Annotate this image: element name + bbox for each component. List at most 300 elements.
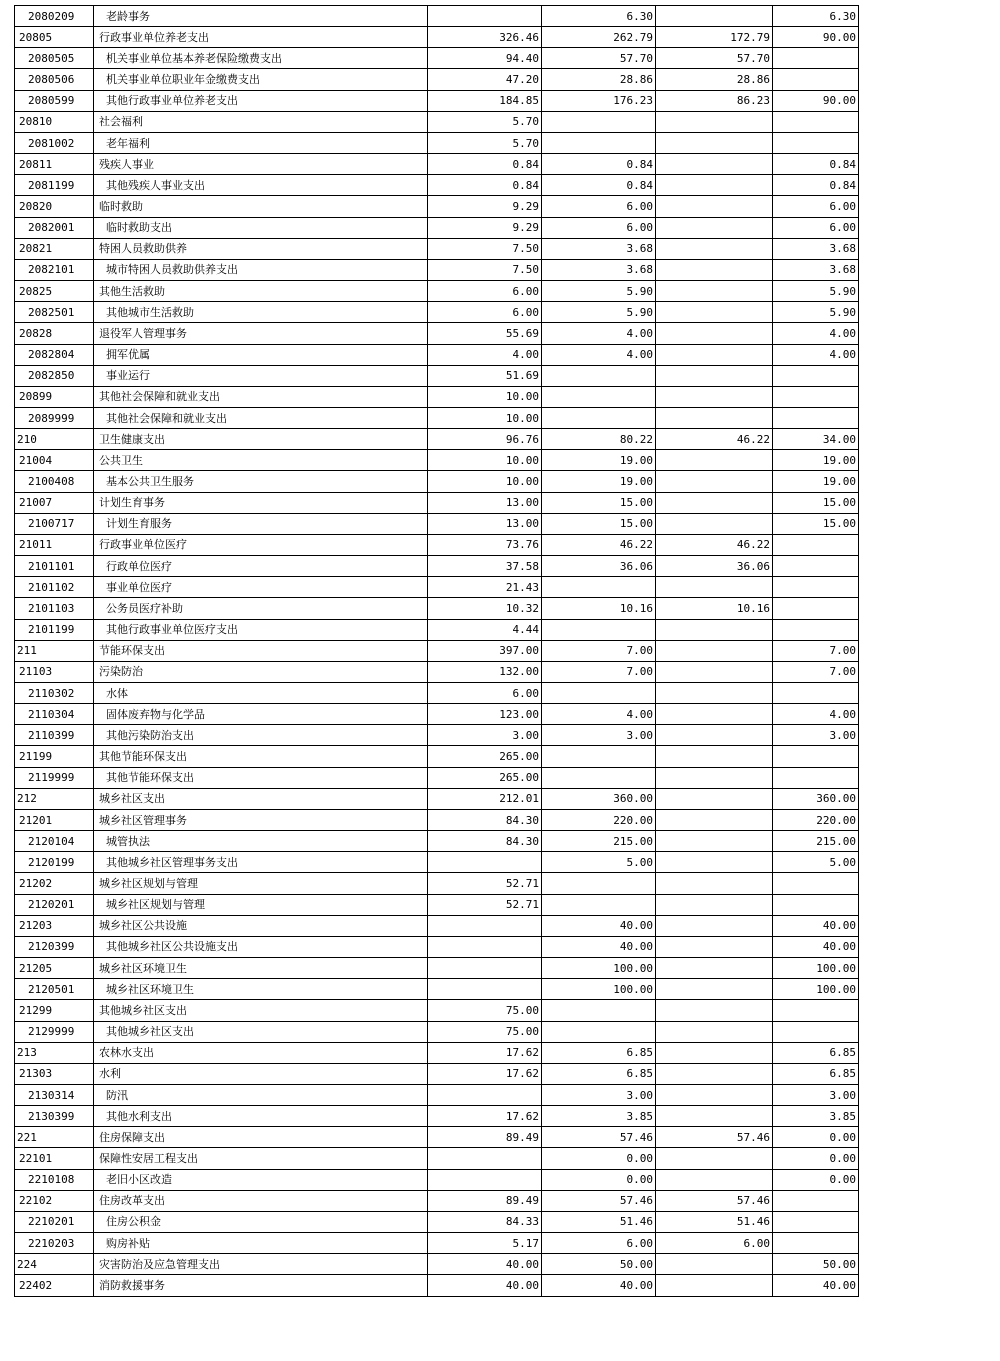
subject-code-cell: 2100717 [15,513,94,534]
table-row [15,894,859,915]
subject-name-cell: 防汛 [94,1084,428,1105]
amount-cell-4: 6.30 [773,6,859,27]
amount-cell-2: 40.00 [542,1275,656,1296]
subject-name-cell: 其他水利支出 [94,1106,428,1127]
amount-cell-1 [428,979,542,1000]
subject-name-cell: 城乡社区支出 [94,788,428,809]
amount-cell-1: 7.50 [428,238,542,259]
subject-name-cell: 公共卫生 [94,450,428,471]
amount-cell-2: 80.22 [542,429,656,450]
amount-cell-1: 132.00 [428,661,542,682]
amount-cell-4 [773,69,859,90]
amount-cell-4 [773,683,859,704]
subject-name-cell: 其他城乡社区公共设施支出 [94,936,428,957]
amount-cell-2 [542,577,656,598]
subject-name-cell: 机关事业单位基本养老保险缴费支出 [94,48,428,69]
subject-name-cell: 水体 [94,683,428,704]
subject-name-cell: 农林水支出 [94,1042,428,1063]
amount-cell-2: 5.90 [542,302,656,323]
amount-cell-1 [428,852,542,873]
amount-cell-2: 51.46 [542,1211,656,1232]
amount-cell-1: 21.43 [428,577,542,598]
amount-cell-2: 215.00 [542,831,656,852]
table-row [15,154,859,175]
amount-cell-1: 89.49 [428,1190,542,1211]
subject-code-cell: 2210201 [15,1211,94,1232]
amount-cell-1: 10.00 [428,407,542,428]
amount-cell-2: 10.16 [542,598,656,619]
table-row [15,1148,859,1169]
amount-cell-3 [656,196,773,217]
amount-cell-1: 13.00 [428,492,542,513]
amount-cell-3 [656,450,773,471]
amount-cell-1: 37.58 [428,556,542,577]
subject-code-cell: 2120501 [15,979,94,1000]
amount-cell-3 [656,1042,773,1063]
amount-cell-1 [428,6,542,27]
amount-cell-2: 176.23 [542,90,656,111]
subject-code-cell: 2101103 [15,598,94,619]
amount-cell-3 [656,1084,773,1105]
table-row [15,302,859,323]
table-row [15,1211,859,1232]
amount-cell-3 [656,577,773,598]
amount-cell-1: 13.00 [428,513,542,534]
subject-name-cell: 其他节能环保支出 [94,746,428,767]
subject-name-cell: 保障性安居工程支出 [94,1148,428,1169]
amount-cell-4 [773,619,859,640]
table-row [15,936,859,957]
amount-cell-4: 90.00 [773,90,859,111]
amount-cell-1: 84.33 [428,1211,542,1232]
amount-cell-1: 52.71 [428,873,542,894]
amount-cell-3 [656,281,773,302]
amount-cell-2 [542,683,656,704]
amount-cell-3 [656,302,773,323]
table-row [15,259,859,280]
amount-cell-4: 6.85 [773,1063,859,1084]
subject-code-cell: 21205 [15,958,94,979]
amount-cell-3 [656,915,773,936]
amount-cell-4: 50.00 [773,1254,859,1275]
amount-cell-1: 40.00 [428,1275,542,1296]
table-row [15,1021,859,1042]
table-row [15,27,859,48]
amount-cell-4: 100.00 [773,958,859,979]
amount-cell-1 [428,1148,542,1169]
subject-code-cell: 221 [15,1127,94,1148]
amount-cell-2: 15.00 [542,492,656,513]
amount-cell-4: 3.00 [773,725,859,746]
subject-name-cell: 其他污染防治支出 [94,725,428,746]
amount-cell-2 [542,407,656,428]
amount-cell-4 [773,365,859,386]
amount-cell-1 [428,915,542,936]
amount-cell-3: 46.22 [656,534,773,555]
subject-name-cell: 机关事业单位职业年金缴费支出 [94,69,428,90]
amount-cell-3 [656,132,773,153]
amount-cell-3 [656,979,773,1000]
amount-cell-3 [656,1021,773,1042]
amount-cell-2: 3.85 [542,1106,656,1127]
subject-name-cell: 其他社会保障和就业支出 [94,407,428,428]
amount-cell-1: 40.00 [428,1254,542,1275]
amount-cell-1: 3.00 [428,725,542,746]
amount-cell-1: 10.00 [428,450,542,471]
table-row [15,979,859,1000]
amount-cell-1: 212.01 [428,788,542,809]
table-row [15,1275,859,1296]
amount-cell-3 [656,788,773,809]
amount-cell-1: 75.00 [428,1021,542,1042]
subject-code-cell: 2089999 [15,407,94,428]
subject-name-cell: 其他残疾人事业支出 [94,175,428,196]
amount-cell-3 [656,1148,773,1169]
amount-cell-2: 50.00 [542,1254,656,1275]
amount-cell-2 [542,873,656,894]
amount-cell-2 [542,767,656,788]
subject-code-cell: 21011 [15,534,94,555]
amount-cell-2 [542,619,656,640]
amount-cell-3: 51.46 [656,1211,773,1232]
amount-cell-3 [656,386,773,407]
subject-code-cell: 212 [15,788,94,809]
table-row [15,69,859,90]
amount-cell-4: 220.00 [773,809,859,830]
subject-name-cell: 消防救援事务 [94,1275,428,1296]
subject-code-cell: 22102 [15,1190,94,1211]
amount-cell-2: 57.46 [542,1127,656,1148]
amount-cell-4: 19.00 [773,450,859,471]
amount-cell-2: 19.00 [542,450,656,471]
amount-cell-4: 3.68 [773,259,859,280]
amount-cell-4 [773,1000,859,1021]
subject-code-cell: 2129999 [15,1021,94,1042]
subject-code-cell: 20828 [15,323,94,344]
subject-code-cell: 2082804 [15,344,94,365]
amount-cell-3 [656,1063,773,1084]
subject-code-cell: 21203 [15,915,94,936]
amount-cell-1: 10.00 [428,471,542,492]
table-row [15,111,859,132]
subject-name-cell: 其他行政事业单位医疗支出 [94,619,428,640]
amount-cell-3 [656,407,773,428]
amount-cell-4 [773,873,859,894]
subject-name-cell: 灾害防治及应急管理支出 [94,1254,428,1275]
amount-cell-1: 84.30 [428,831,542,852]
subject-code-cell: 2082501 [15,302,94,323]
amount-cell-4 [773,386,859,407]
subject-code-cell: 2101199 [15,619,94,640]
subject-name-cell: 老龄事务 [94,6,428,27]
table-row [15,1233,859,1254]
amount-cell-2: 15.00 [542,513,656,534]
amount-cell-3 [656,175,773,196]
amount-cell-3 [656,852,773,873]
amount-cell-2: 0.00 [542,1148,656,1169]
table-row [15,217,859,238]
subject-name-cell: 其他社会保障和就业支出 [94,386,428,407]
table-row [15,577,859,598]
amount-cell-2: 6.30 [542,6,656,27]
amount-cell-3: 172.79 [656,27,773,48]
subject-name-cell: 老旧小区改造 [94,1169,428,1190]
subject-name-cell: 城乡社区公共设施 [94,915,428,936]
subject-name-cell: 节能环保支出 [94,640,428,661]
amount-cell-1: 9.29 [428,217,542,238]
amount-cell-1: 5.70 [428,111,542,132]
amount-cell-2 [542,1000,656,1021]
amount-cell-2: 40.00 [542,936,656,957]
amount-cell-4: 5.90 [773,281,859,302]
subject-code-cell: 21202 [15,873,94,894]
subject-code-cell: 21103 [15,661,94,682]
table-row [15,704,859,725]
subject-code-cell: 21007 [15,492,94,513]
subject-name-cell: 行政单位医疗 [94,556,428,577]
amount-cell-1: 17.62 [428,1106,542,1127]
amount-cell-1 [428,1169,542,1190]
amount-cell-3 [656,154,773,175]
amount-cell-4: 3.00 [773,1084,859,1105]
table-row [15,1063,859,1084]
subject-code-cell: 2082101 [15,259,94,280]
subject-code-cell: 2110304 [15,704,94,725]
subject-name-cell: 城管执法 [94,831,428,852]
amount-cell-4: 3.85 [773,1106,859,1127]
amount-cell-3 [656,873,773,894]
subject-name-cell: 残疾人事业 [94,154,428,175]
amount-cell-2 [542,111,656,132]
amount-cell-3 [656,259,773,280]
subject-name-cell: 社会福利 [94,111,428,132]
table-row [15,598,859,619]
subject-name-cell: 城乡社区环境卫生 [94,958,428,979]
amount-cell-1: 326.46 [428,27,542,48]
subject-name-cell: 临时救助支出 [94,217,428,238]
table-row [15,619,859,640]
amount-cell-1: 9.29 [428,196,542,217]
amount-cell-1: 5.70 [428,132,542,153]
table-row [15,344,859,365]
amount-cell-4: 5.00 [773,852,859,873]
amount-cell-2: 3.68 [542,238,656,259]
amount-cell-2: 3.68 [542,259,656,280]
table-row [15,492,859,513]
amount-cell-2: 0.00 [542,1169,656,1190]
amount-cell-3 [656,809,773,830]
subject-name-cell: 老年福利 [94,132,428,153]
table-row [15,788,859,809]
subject-code-cell: 21299 [15,1000,94,1021]
amount-cell-3 [656,1169,773,1190]
amount-cell-4 [773,132,859,153]
amount-cell-1: 397.00 [428,640,542,661]
table-row [15,407,859,428]
amount-cell-1: 10.00 [428,386,542,407]
amount-cell-4: 3.68 [773,238,859,259]
amount-cell-1: 0.84 [428,175,542,196]
subject-name-cell: 事业运行 [94,365,428,386]
table-row [15,725,859,746]
subject-code-cell: 20821 [15,238,94,259]
table-row [15,661,859,682]
budget-expenditure-table [14,5,859,1297]
amount-cell-3 [656,619,773,640]
subject-code-cell: 20899 [15,386,94,407]
amount-cell-4: 40.00 [773,915,859,936]
subject-name-cell: 计划生育事务 [94,492,428,513]
amount-cell-3 [656,725,773,746]
subject-name-cell: 城乡社区规划与管理 [94,894,428,915]
amount-cell-3 [656,958,773,979]
table-row [15,1084,859,1105]
amount-cell-3: 86.23 [656,90,773,111]
subject-code-cell: 2130399 [15,1106,94,1127]
subject-code-cell: 2082001 [15,217,94,238]
amount-cell-3: 28.86 [656,69,773,90]
amount-cell-4: 4.00 [773,344,859,365]
table-row [15,767,859,788]
table-row [15,90,859,111]
amount-cell-1: 10.32 [428,598,542,619]
amount-cell-3: 57.70 [656,48,773,69]
amount-cell-2: 28.86 [542,69,656,90]
amount-cell-3 [656,704,773,725]
amount-cell-2: 57.70 [542,48,656,69]
subject-code-cell: 210 [15,429,94,450]
amount-cell-2: 0.84 [542,154,656,175]
amount-cell-3 [656,471,773,492]
table-row [15,471,859,492]
amount-cell-2: 3.00 [542,1084,656,1105]
subject-name-cell: 污染防治 [94,661,428,682]
table-body [15,6,859,1297]
amount-cell-3 [656,1275,773,1296]
subject-name-cell: 住房公积金 [94,1211,428,1232]
amount-cell-1: 265.00 [428,767,542,788]
subject-code-cell: 2080506 [15,69,94,90]
subject-name-cell: 退役军人管理事务 [94,323,428,344]
table-row [15,132,859,153]
amount-cell-1: 89.49 [428,1127,542,1148]
amount-cell-2: 6.00 [542,196,656,217]
amount-cell-4 [773,577,859,598]
subject-name-cell: 公务员医疗补助 [94,598,428,619]
amount-cell-1: 73.76 [428,534,542,555]
amount-cell-1: 7.50 [428,259,542,280]
table-row [15,365,859,386]
amount-cell-2: 3.00 [542,725,656,746]
amount-cell-4: 4.00 [773,704,859,725]
amount-cell-2: 57.46 [542,1190,656,1211]
amount-cell-3: 57.46 [656,1127,773,1148]
amount-cell-1: 4.44 [428,619,542,640]
amount-cell-3 [656,894,773,915]
subject-code-cell: 2080505 [15,48,94,69]
table-row [15,6,859,27]
amount-cell-2: 4.00 [542,344,656,365]
table-row [15,831,859,852]
subject-code-cell: 20820 [15,196,94,217]
amount-cell-1: 75.00 [428,1000,542,1021]
amount-cell-3 [656,492,773,513]
amount-cell-3 [656,767,773,788]
amount-cell-1 [428,1084,542,1105]
subject-name-cell: 事业单位医疗 [94,577,428,598]
table-row [15,238,859,259]
subject-name-cell: 住房改革支出 [94,1190,428,1211]
amount-cell-1: 47.20 [428,69,542,90]
subject-code-cell: 224 [15,1254,94,1275]
subject-code-cell: 2100408 [15,471,94,492]
table-row [15,556,859,577]
subject-code-cell: 2081199 [15,175,94,196]
subject-code-cell: 20825 [15,281,94,302]
subject-name-cell: 其他城乡社区管理事务支出 [94,852,428,873]
subject-name-cell: 卫生健康支出 [94,429,428,450]
amount-cell-2 [542,365,656,386]
table-row [15,1042,859,1063]
subject-code-cell: 2101102 [15,577,94,598]
amount-cell-2: 220.00 [542,809,656,830]
amount-cell-3: 57.46 [656,1190,773,1211]
amount-cell-4: 0.00 [773,1127,859,1148]
amount-cell-3 [656,1000,773,1021]
amount-cell-1: 265.00 [428,746,542,767]
table-row [15,1127,859,1148]
amount-cell-4 [773,1021,859,1042]
amount-cell-2: 19.00 [542,471,656,492]
amount-cell-3 [656,513,773,534]
amount-cell-4: 5.90 [773,302,859,323]
subject-name-cell: 临时救助 [94,196,428,217]
amount-cell-1: 84.30 [428,809,542,830]
amount-cell-4: 15.00 [773,513,859,534]
subject-code-cell: 2082850 [15,365,94,386]
subject-code-cell: 2110302 [15,683,94,704]
amount-cell-3 [656,936,773,957]
amount-cell-3 [656,217,773,238]
amount-cell-4 [773,1233,859,1254]
amount-cell-4: 0.00 [773,1169,859,1190]
subject-name-cell: 其他城乡社区支出 [94,1000,428,1021]
amount-cell-3 [656,640,773,661]
subject-code-cell: 2081002 [15,132,94,153]
amount-cell-1: 0.84 [428,154,542,175]
amount-cell-4: 6.00 [773,196,859,217]
amount-cell-2: 0.84 [542,175,656,196]
amount-cell-4: 40.00 [773,936,859,957]
subject-code-cell: 22101 [15,1148,94,1169]
amount-cell-3 [656,1254,773,1275]
amount-cell-1 [428,958,542,979]
subject-name-cell: 水利 [94,1063,428,1084]
amount-cell-2: 36.06 [542,556,656,577]
amount-cell-2: 4.00 [542,704,656,725]
subject-name-cell: 基本公共卫生服务 [94,471,428,492]
subject-code-cell: 21004 [15,450,94,471]
amount-cell-1: 123.00 [428,704,542,725]
subject-code-cell: 2101101 [15,556,94,577]
amount-cell-4 [773,1211,859,1232]
table-row [15,683,859,704]
amount-cell-4 [773,407,859,428]
subject-code-cell: 20811 [15,154,94,175]
subject-code-cell: 2080209 [15,6,94,27]
subject-name-cell: 其他城乡社区支出 [94,1021,428,1042]
amount-cell-1: 96.76 [428,429,542,450]
